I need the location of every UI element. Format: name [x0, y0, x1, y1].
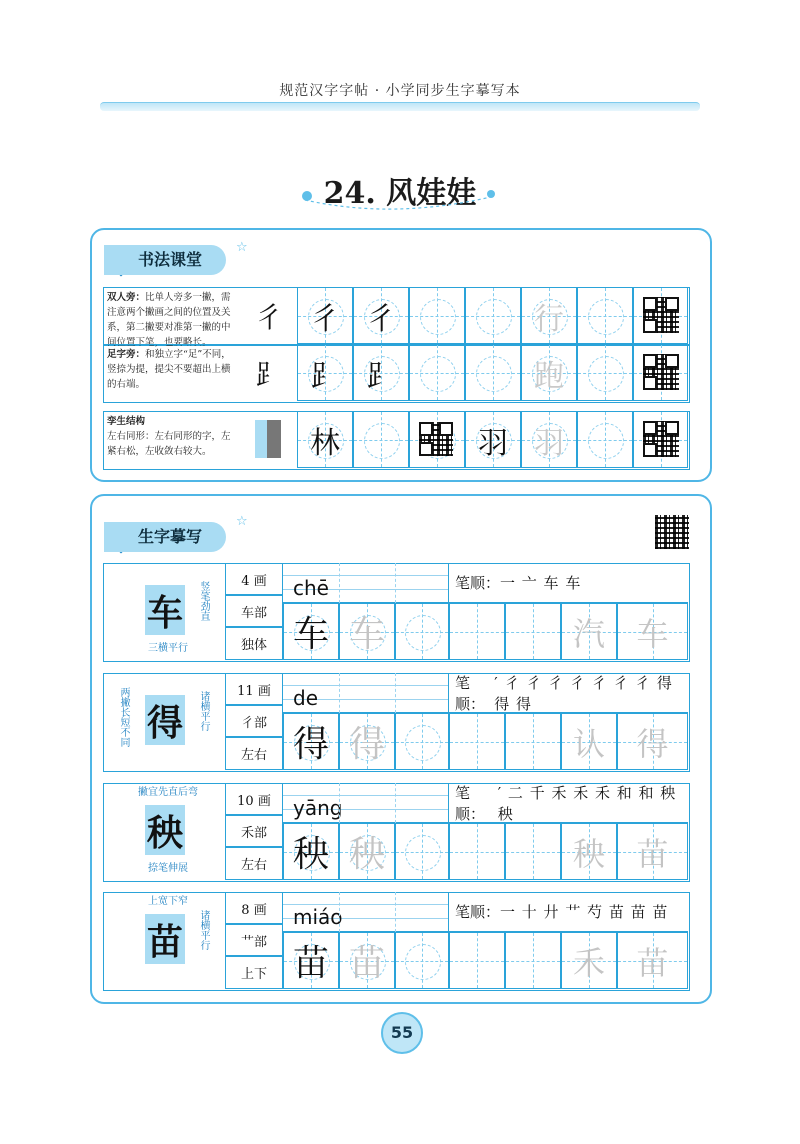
note-term: 足字旁： — [107, 349, 146, 360]
practice-character: 汽 — [572, 614, 605, 653]
practice-cell[interactable] — [505, 713, 561, 770]
writing-tip: 三横平行 — [148, 643, 188, 654]
stroke-order — [449, 563, 688, 603]
practice-cell[interactable] — [353, 287, 409, 344]
cell-character: 羽 — [534, 425, 564, 461]
cell-character: 跑 — [534, 358, 564, 394]
cell-character: ⻊ — [310, 358, 340, 394]
practice-cell[interactable] — [577, 287, 633, 344]
writing-tip: 两撇长短不同 — [118, 687, 129, 747]
pinyin-divider — [339, 563, 340, 603]
calligraphy-note — [107, 290, 233, 350]
practice-character: 苗 — [636, 943, 669, 982]
qr-code-icon[interactable] — [655, 515, 689, 549]
cell-character: 林 — [310, 425, 340, 461]
book-header: 规范汉字字帖 · 小学同步生字摹写本 — [279, 83, 521, 99]
char-info-structure: 左右 — [225, 847, 283, 880]
char-info-radical: 车部 — [225, 595, 283, 627]
practice-character: 禾 — [572, 943, 605, 982]
practice-character: 苗 — [292, 943, 329, 984]
practice-cell[interactable] — [465, 411, 521, 468]
practice-character: 车 — [348, 614, 385, 655]
practice-cell[interactable] — [395, 823, 449, 880]
writing-tip: 竖笔劲直 — [198, 581, 209, 621]
structure-swatch-left — [255, 420, 267, 458]
qr-code-icon[interactable] — [643, 421, 679, 457]
practice-cell[interactable] — [395, 932, 449, 989]
note-desc: 比单人旁多一撇，需注意两个撇画之间的位置及关系，第二撇要对准第一撇的中间位置下笔，也要略长。 — [107, 292, 231, 348]
practice-cell[interactable] — [505, 823, 561, 880]
structure-swatch-right — [267, 420, 281, 458]
stroke-label: 笔顺： — [455, 673, 486, 713]
pinyin-divider — [395, 783, 396, 823]
pinyin: chē — [283, 563, 449, 603]
practice-cell[interactable] — [297, 287, 353, 344]
practice-character: 秧 — [572, 834, 605, 873]
practice-character: 车 — [636, 614, 669, 653]
note-term: 双人旁： — [107, 292, 146, 303]
cell-character: 彳 — [366, 301, 396, 337]
big-character: 得 — [145, 695, 185, 745]
pinyin: miáo — [283, 892, 449, 932]
char-info-structure: 独体 — [225, 627, 283, 660]
stroke-order — [449, 673, 688, 713]
star-icon: ☆ — [236, 240, 248, 255]
cell-character: ⻊ — [366, 358, 396, 394]
practice-character: 苗 — [636, 834, 669, 873]
practice-cell[interactable] — [465, 344, 521, 401]
practice-cell[interactable] — [449, 932, 505, 989]
practice-cell[interactable] — [521, 287, 577, 344]
practice-character: 秧 — [292, 834, 329, 875]
pinyin: de — [283, 673, 449, 713]
practice-cell[interactable] — [449, 603, 505, 660]
cell-character: 羽 — [478, 425, 508, 461]
char-info-strokes: 8 画 — [225, 892, 283, 924]
stroke-order — [449, 783, 688, 823]
pinyin-divider — [395, 673, 396, 713]
stroke-order — [449, 892, 688, 932]
writing-tip: 诸横平行 — [198, 910, 209, 950]
practice-character: 得 — [348, 724, 385, 765]
pinyin: yāng — [283, 783, 449, 823]
qr-code-icon[interactable] — [643, 297, 679, 333]
practice-cell[interactable] — [465, 287, 521, 344]
stroke-label: 笔顺： — [455, 903, 501, 921]
writing-tip: 撇宜先直后弯 — [138, 787, 198, 798]
qr-code-icon[interactable] — [419, 422, 453, 456]
char-info-strokes: 10 画 — [225, 783, 283, 815]
writing-tip: 捺笔伸展 — [148, 863, 188, 874]
char-info-structure: 左右 — [225, 737, 283, 770]
calligraphy-note — [107, 347, 233, 392]
pinyin-divider — [339, 673, 340, 713]
qr-code-icon[interactable] — [643, 354, 679, 390]
star-icon: ☆ — [236, 514, 248, 529]
practice-cell[interactable] — [353, 411, 409, 468]
practice-cell[interactable] — [521, 411, 577, 468]
practice-character: 车 — [292, 614, 329, 655]
practice-character: 认 — [572, 724, 605, 763]
pinyin-divider — [339, 892, 340, 932]
practice-character: 得 — [636, 724, 669, 763]
practice-cell[interactable] — [395, 713, 449, 770]
lesson-title: 24. 风娃娃 — [323, 176, 477, 211]
practice-character: 得 — [292, 724, 329, 765]
practice-cell[interactable] — [449, 713, 505, 770]
char-info-radical: 艹部 — [225, 924, 283, 956]
big-character: 车 — [145, 585, 185, 635]
practice-cell[interactable] — [521, 344, 577, 401]
practice-character: 秧 — [348, 834, 385, 875]
practice-character: 苗 — [348, 943, 385, 984]
stroke-label: 笔顺： — [455, 574, 501, 592]
title-decoration — [295, 182, 505, 216]
stroke-sequence: 一 亠 车 车 — [500, 574, 582, 592]
char-info-radical: 彳部 — [225, 705, 283, 737]
char-info-structure: 上下 — [225, 956, 283, 989]
practice-cell[interactable] — [395, 603, 449, 660]
stroke-sequence: ′ 二 千 禾 禾 禾 和 和 秧 秧 — [497, 783, 677, 823]
practice-cell[interactable] — [449, 823, 505, 880]
stroke-label: 笔顺： — [455, 783, 486, 823]
char-info-strokes: 11 画 — [225, 673, 283, 705]
radical-sample: ⻊ — [254, 357, 283, 391]
calligraphy-note — [107, 414, 233, 459]
radical-sample: 彳 — [254, 300, 283, 334]
practice-cell[interactable] — [409, 344, 465, 401]
practice-cell[interactable] — [409, 287, 465, 344]
calligraphy-badge: 书法课堂 — [104, 245, 226, 275]
practice-cell[interactable] — [577, 411, 633, 468]
header-divider — [100, 102, 700, 111]
note-desc: 和独立字“足”不同，竖捺为提，提尖不要超出上横的右端。 — [107, 349, 231, 390]
pinyin-divider — [395, 892, 396, 932]
char-info-strokes: 4 画 — [225, 563, 283, 595]
page-number: 55 — [381, 1012, 423, 1054]
note-term: 孪生结构 — [107, 416, 146, 427]
big-character: 苗 — [145, 914, 185, 964]
char-info-radical: 禾部 — [225, 815, 283, 847]
pinyin-divider — [339, 783, 340, 823]
writing-tip: 上宽下窄 — [148, 896, 188, 907]
practice-cell[interactable] — [297, 344, 353, 401]
stroke-sequence: 一 十 廾 艹 芍 苗 苗 苗 — [500, 903, 669, 921]
stroke-sequence: ′ 彳 彳 彳 彳 彳 彳 彳 得 得 得 — [494, 673, 673, 713]
practice-cell[interactable] — [505, 603, 561, 660]
practice-cell[interactable] — [505, 932, 561, 989]
cell-character: 行 — [534, 301, 564, 337]
practice-cell[interactable] — [353, 344, 409, 401]
practice-badge: 生字摹写 — [104, 522, 226, 552]
practice-cell[interactable] — [577, 344, 633, 401]
pinyin-divider — [395, 563, 396, 603]
practice-cell[interactable] — [297, 411, 353, 468]
big-character: 秧 — [145, 805, 185, 855]
note-desc: 左右同形：左右同形的字，左紧右松，左收敛右较大。 — [107, 431, 231, 457]
cell-character: 彳 — [310, 301, 340, 337]
writing-tip: 诸横平行 — [198, 691, 209, 731]
